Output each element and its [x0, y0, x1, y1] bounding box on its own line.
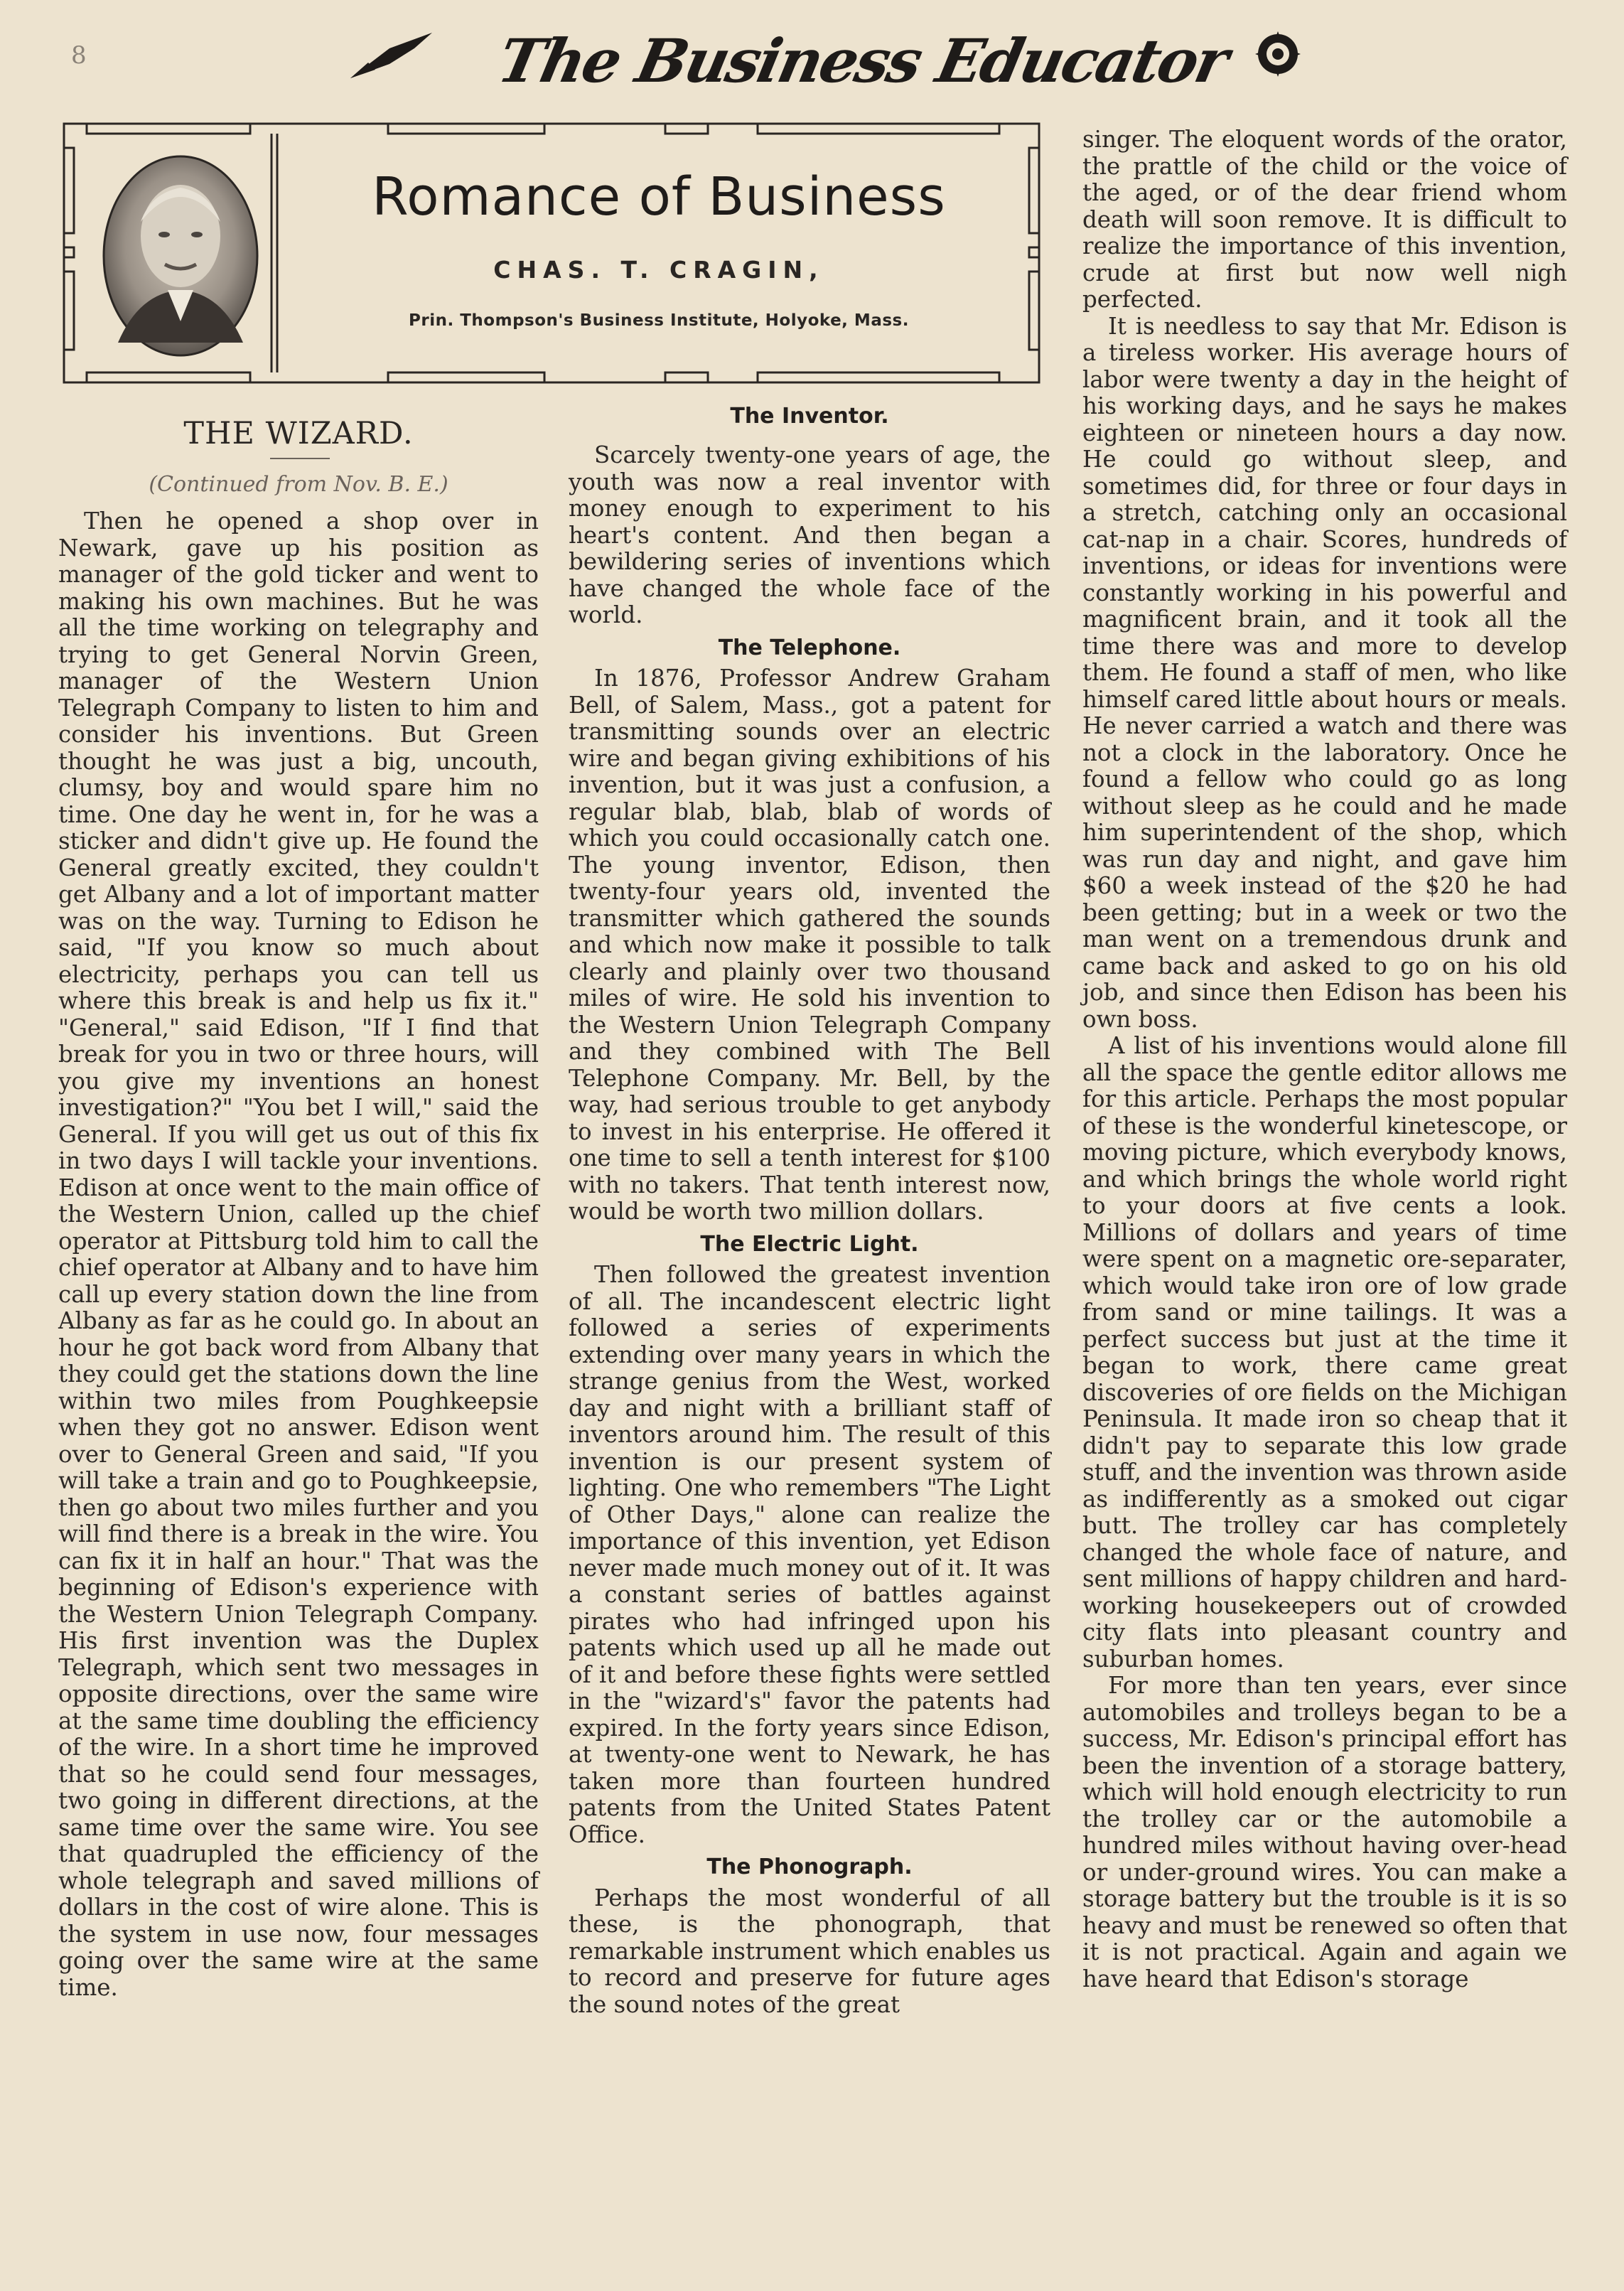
page-number: 8	[71, 41, 87, 70]
paragraph: Then he opened a shop over in Newark, gave up his position as manager of the gold ticker and went to making his own machines. But he was all the time working on telegraphy and trying to get General Norvin Green, manager of the Western Union Telegraph Company to listen to him and consider his inventions. But Green thought he was just a big, uncouth, clumsy, boy and would spare him no time. One day he went in, for he was a sticker and didn't give up. He found the General greatly excited, they couldn't get Albany and a lot of important matter was on the way. Turning to Edison he said, "If you know so much about electricity, perhaps you can tell us where this break is and help us fix it." "General," said Edison, "If I find that break for you in two or three hours, will you give my inventions an honest investigation?" "You bet I will," said the General. If you will get us out of this fix in two days I will tackle your inventions. Edison at once went to the main office of the Western Union, called up the chief operator at Pittsburg told him to call the chief operator at Albany and to have him call up every station down the line from Albany as far as he could go. In about an hour he got back word from Albany that they could get the stations down the line within two miles from Poughkeepsie when they got no answer. Edison went over to General Green and said, "If you will take a train and go to Poughkeepsie, then go about two miles further and you will find there is a break in the wire. You can fix it in half an hour." That was the beginning of Edison's experience with the Western Union Telegraph Company. His first invention was the Duplex Telegraph, which sent two messages in opposite directions, over the same wire at the same time doubling the efficiency of the wire. In a short time he improved that so he could send four messages, two going in different directions, at the same time over the same wire. You see that quadrupled the efficiency of the whole telegraph and saved millions of dollars in the cost of wire alone. This is the system in use now, four messages going over the same wire at the same time.	[58, 508, 539, 2001]
masthead	[347, 13, 1313, 98]
subheading-telephone: The Telephone.	[718, 635, 901, 660]
quill-pen-icon	[347, 27, 439, 84]
subheading-inventor: The Inventor.	[730, 404, 889, 429]
paragraph: It is needless to say that Mr. Edison is a tireless worker. His average hours of labor were twenty a day in the height of his working days, and he says he makes eighteen or nineteen hours a day now. He could go without sleep, and sometimes did, for three or four days in a stretch, catching only an occasional cat-nap in a chair. Scores, hundreds of inventions, or ideas for inventions were constantly working in his powerful and magnificent brain, and it took all the time there was and more to develop them. He found a staff of men, who like himself cared little about hours or meals. He never carried a watch and there was not a clock in the laboratory. Once he found a fellow who could go as long without sleep as he could and he made him superintendent of the shop, which was run day and night, and gave him $60 a week instead of the $20 he had been getting; but in a week or two the man went on a tremendous drunk and came back and asked to go on his old job, and since then Edison has been his own boss.	[1082, 312, 1567, 1033]
subheading-electric-light: The Electric Light.	[700, 1231, 919, 1257]
author-portrait	[97, 151, 310, 360]
paragraph: Then followed the greatest invention of all. The incandescent electric light followed a series of experiments extending over many years in which the strange genius from the West, worked day and night with a brilliant staff of inventors around him. The result of this invention is our present system of lighting. One who remembers "The Light of Other Days," alone can realize the importance of this invention, yet Edison never made much money out of it. It was a constant series of battles against pirates who had infringed upon his patents which used up all he made out of it and before these fights were settled in the "wizard's" favor the patents had expired. In the forty years since Edison, at twenty-one went to Newark, he has taken more than fourteen hundred patents from the United States Patent Office.	[569, 1261, 1050, 1848]
paragraph: For more than ten years, ever since automobiles and trolleys began to be a success, Mr. Edison's principal effort has been the invention of a storage battery, which will hold enough electricity to run the trolley car or the automobile a hundred miles without having over-head or under-ground wires. You can make a storage battery but the trouble is it is so heavy and must be renewed so often that it is not practical. Again and again we have heard that Edison's storage	[1082, 1672, 1567, 1992]
heading-rule	[270, 458, 330, 459]
paragraph: A list of his inventions would alone fill all the space the gentle editor allows me for this article. Perhaps the most popular of these is the wonderful kinetescope, or moving picture, which everybody knows, and which brings the whole world right to your doors at five cents a look. Millions of dollars and years of time were spent on a magnetic ore-separater, which would take iron ore of low grade from sand or mine tailings. It was a perfect success but just at the time it began to work, there came great discoveries of ore fields on the Michigan Peninsula. It made iron so cheap that it didn't pay to separate this low grade stuff, and the invention was thrown aside as indifferently as a smoked out cigar butt. The trolley car has completely changed the whole face of nature, and sent millions of happy children and hard-working housekeepers out of crowded city flats into pleasant country and suburban homes.	[1082, 1032, 1567, 1673]
continued-note: (Continued from Nov. B. E.)	[149, 472, 448, 497]
paragraph: Perhaps the most wonderful of all these, is the phonograph, that remarkable instrument which enables us to record and preserve for future ages the sound notes of the great	[569, 1884, 1050, 2018]
article-title: Romance of Business	[372, 166, 946, 227]
paragraph: In 1876, Professor Andrew Graham Bell, of Salem, Mass., got a patent for transmitting sounds over an electric wire and began giving exhibitions of his invention, but it was just a confusion, a regular blab, blab, blab of words of which you could occasionally catch one. The young inventor, Edison, then twenty-four years old, invented the transmitter which gathered the sounds and which now make it possible to talk clearly and plainly over two thousand miles of wire. He sold his invention to the Western Union Telegraph Company and they combined with The Bell Telephone Company. Mr. Bell, by the way, had serious trouble to get anybody to invest in his enterprise. He offered it one time to sell a tenth interest for $100 with no takers. That tenth interest now, would be worth two million dollars.	[569, 665, 1050, 1225]
masthead-title: The Business Educator	[492, 26, 1233, 96]
author-affiliation: Prin. Thompson's Business Institute, Holyoke, Mass.	[409, 311, 909, 330]
paragraph: Scarcely twenty-one years of age, the youth was now a real inventor with money enough to experiment to his heart's content. And then began a bewildering series of inventions which have changed the whole face of the world.	[569, 441, 1050, 628]
subheading-phonograph: The Phonograph.	[706, 1855, 913, 1879]
article-heading: THE WIZARD.	[183, 416, 414, 451]
right-column	[1082, 127, 1567, 1992]
left-column	[58, 508, 539, 2001]
paragraph: singer. The eloquent words of the orator, the prattle of the child or the voice of the aged, or of the dear friend whom death will soon remove. It is difficult to realize the importance of this invention, crude at first but now well nigh perfected.	[1082, 126, 1567, 313]
article-header-box	[61, 119, 1043, 390]
emblem-icon	[1249, 26, 1306, 82]
author-name: CHAS. T. CRAGIN,	[493, 256, 824, 284]
middle-column	[569, 442, 1050, 2018]
